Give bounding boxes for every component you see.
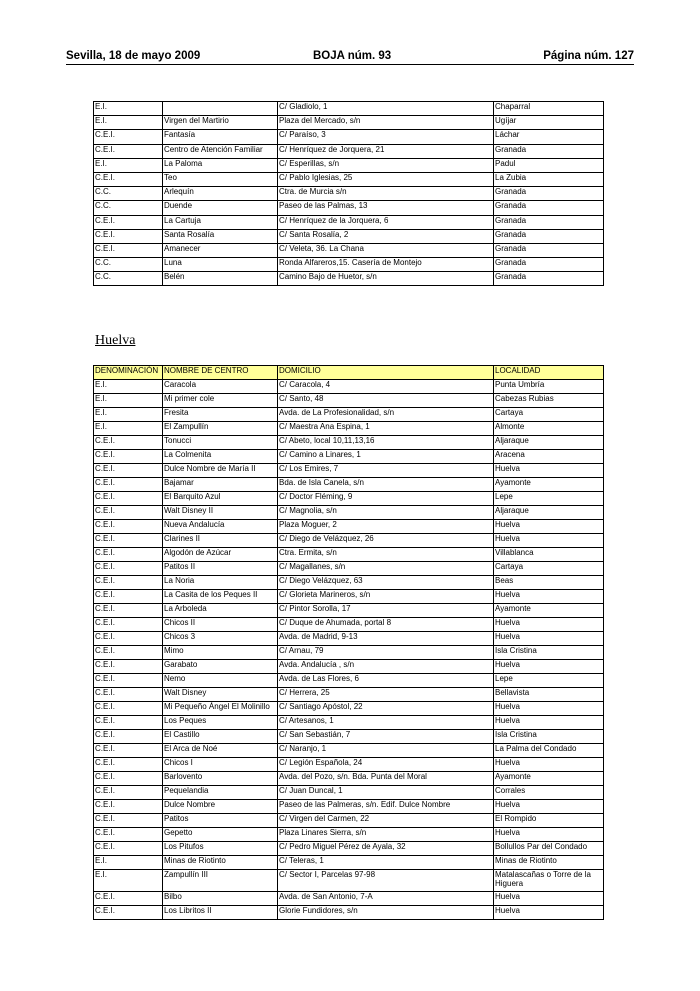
- table-cell: C.E.I.: [94, 674, 163, 688]
- table-cell: Aracena: [494, 450, 604, 464]
- table-cell: Lepe: [494, 674, 604, 688]
- table-row: [94, 187, 604, 201]
- table-cell: Isla Cristina: [494, 646, 604, 660]
- table-cell: C/ Henríquez de la Jorquera, 6: [278, 215, 494, 229]
- table-cell: C/ Esperillas, s/n: [278, 158, 494, 172]
- table-cell: C.E.I.: [94, 172, 163, 186]
- table-cell: Huelva: [494, 618, 604, 632]
- table-cell: Ayamonte: [494, 604, 604, 618]
- table-cell: Lepe: [494, 492, 604, 506]
- header-cell: LOCALIDAD: [494, 366, 604, 380]
- table-cell: Aljaraque: [494, 506, 604, 520]
- table-cell: La Noria: [163, 576, 278, 590]
- table-cell: Villablanca: [494, 548, 604, 562]
- table-cell: C/ Veleta, 36. La Chana: [278, 243, 494, 257]
- table-cell: E.I.: [94, 116, 163, 130]
- header-bulletin: BOJA núm. 93: [313, 50, 392, 62]
- table-row: [94, 702, 604, 716]
- table-cell: C.E.I.: [94, 436, 163, 450]
- table-cell: La Arboleda: [163, 604, 278, 618]
- table-cell: C.E.I.: [94, 758, 163, 772]
- table-cell: Bollullos Par del Condado: [494, 842, 604, 856]
- table-row: [94, 172, 604, 186]
- table-cell: Láchar: [494, 130, 604, 144]
- table-cell: Avda. de San Antonio, 7-A: [278, 892, 494, 906]
- table-cell: Huelva: [494, 800, 604, 814]
- table-row: [94, 730, 604, 744]
- table-top: [93, 101, 604, 286]
- table-cell: Bajamar: [163, 478, 278, 492]
- table-cell: Patitos: [163, 814, 278, 828]
- table-cell: E.I.: [94, 102, 163, 116]
- table-huelva-body: [94, 380, 604, 920]
- table-cell: Santa Rosalía: [163, 229, 278, 243]
- table-cell: C/ Los Emires, 7: [278, 464, 494, 478]
- table-cell: C/ Glorieta Marineros, s/n: [278, 590, 494, 604]
- table-cell: Teo: [163, 172, 278, 186]
- table-cell: Huelva: [494, 632, 604, 646]
- table-cell: El Castillo: [163, 730, 278, 744]
- table-cell: C/ Sector I, Parcelas 97-98: [278, 870, 494, 892]
- table-cell: C.E.I.: [94, 702, 163, 716]
- table-cell: Paseo de las Palmeras, s/n. Edif. Dulce Nombre: [278, 800, 494, 814]
- table-cell: Punta Umbría: [494, 380, 604, 394]
- table-cell: El Rompido: [494, 814, 604, 828]
- table-cell: Walt Disney II: [163, 506, 278, 520]
- table-row: [94, 660, 604, 674]
- table-cell: Bellavista: [494, 688, 604, 702]
- table-cell: C/ Paraíso, 3: [278, 130, 494, 144]
- table-cell: E.I.: [94, 158, 163, 172]
- table-cell: E.I.: [94, 422, 163, 436]
- table-cell: C/ Maestra Ana Espina, 1: [278, 422, 494, 436]
- table-cell: Huelva: [494, 534, 604, 548]
- table-row: [94, 272, 604, 286]
- table-cell: Huelva: [494, 660, 604, 674]
- table-cell: Granada: [494, 229, 604, 243]
- table-cell: C.E.I.: [94, 590, 163, 604]
- table-cell: Granada: [494, 201, 604, 215]
- table-cell: Plaza Linares Sierra, s/n: [278, 828, 494, 842]
- table-row: [94, 534, 604, 548]
- table-cell: C.E.I.: [94, 144, 163, 158]
- table-cell: C.E.I.: [94, 215, 163, 229]
- table-cell: Avda. de Madrid, 9-13: [278, 632, 494, 646]
- table-cell: Granada: [494, 272, 604, 286]
- table-cell: C.C.: [94, 258, 163, 272]
- table-cell: Gepetto: [163, 828, 278, 842]
- table-row: [94, 688, 604, 702]
- table-row: [94, 422, 604, 436]
- table-cell: Bilbo: [163, 892, 278, 906]
- table-cell: Minas de Riotinto: [163, 856, 278, 870]
- table-cell: C.E.I.: [94, 130, 163, 144]
- table-cell: C.E.I.: [94, 534, 163, 548]
- table-cell: C.E.I.: [94, 772, 163, 786]
- table-cell: Plaza del Mercado, s/n: [278, 116, 494, 130]
- table-cell: Huelva: [494, 828, 604, 842]
- table-cell: C.E.I.: [94, 450, 163, 464]
- table-cell: C/ Diego Velázquez, 63: [278, 576, 494, 590]
- table-cell: Minas de Riotinto: [494, 856, 604, 870]
- table-cell: C.E.I.: [94, 660, 163, 674]
- table-cell: Caracola: [163, 380, 278, 394]
- table-cell: Cabezas Rubias: [494, 394, 604, 408]
- table-cell: C.E.I.: [94, 688, 163, 702]
- table-cell: Avda. Andalucía , s/n: [278, 660, 494, 674]
- table-cell: Chicos 3: [163, 632, 278, 646]
- table-cell: E.I.: [94, 856, 163, 870]
- table-cell: Clarines II: [163, 534, 278, 548]
- table-row: [94, 618, 604, 632]
- table-cell: Huelva: [494, 906, 604, 920]
- table-row: [94, 772, 604, 786]
- table-row: [94, 243, 604, 257]
- table-cell: Avda. de Las Flores, 6: [278, 674, 494, 688]
- table-row: [94, 632, 604, 646]
- table-cell: C/ Santa Rosalía, 2: [278, 229, 494, 243]
- table-row: [94, 828, 604, 842]
- table-cell: Nueva Andalucía: [163, 520, 278, 534]
- table-cell: C/ Magnolia, s/n: [278, 506, 494, 520]
- table-row: [94, 258, 604, 272]
- table-cell: E.I.: [94, 870, 163, 892]
- table-cell: C.E.I.: [94, 520, 163, 534]
- table-cell: Padul: [494, 158, 604, 172]
- table-cell: El Arca de Noé: [163, 744, 278, 758]
- table-row: [94, 870, 604, 892]
- table-cell: Huelva: [494, 716, 604, 730]
- table-cell: Mi primer cole: [163, 394, 278, 408]
- table-row: [94, 906, 604, 920]
- table-cell: Plaza Moguer, 2: [278, 520, 494, 534]
- table-cell: Algodón de Azúcar: [163, 548, 278, 562]
- table-cell: C/ Teleras, 1: [278, 856, 494, 870]
- table-cell: La Cartuja: [163, 215, 278, 229]
- table-row: [94, 842, 604, 856]
- table-cell: C/ Virgen del Carmen, 22: [278, 814, 494, 828]
- section-title: Huelva: [95, 333, 136, 348]
- table-cell: Huelva: [494, 590, 604, 604]
- table-cell: Glorie Fundidores, s/n: [278, 906, 494, 920]
- table-row: [94, 215, 604, 229]
- table-cell: C/ Naranjo, 1: [278, 744, 494, 758]
- table-cell: Ctra. Ermita, s/n: [278, 548, 494, 562]
- table-cell: C/ Henríquez de Jorquera, 21: [278, 144, 494, 158]
- table-cell: Huelva: [494, 464, 604, 478]
- table-cell: C/ Caracola, 4: [278, 380, 494, 394]
- table-cell: Cartaya: [494, 408, 604, 422]
- table-cell: Los Peques: [163, 716, 278, 730]
- table-cell: C/ Santo, 48: [278, 394, 494, 408]
- header-cell: DENOMINACIÓN: [94, 366, 163, 380]
- table-cell: Dulce Nombre: [163, 800, 278, 814]
- table-cell: C/ Juan Duncal, 1: [278, 786, 494, 800]
- table-cell: C.E.I.: [94, 786, 163, 800]
- table-row: [94, 892, 604, 906]
- table-top-body: [94, 102, 604, 286]
- table-cell: Chicos I: [163, 758, 278, 772]
- table-cell: Patitos II: [163, 562, 278, 576]
- table-row: [94, 478, 604, 492]
- table-row: [94, 758, 604, 772]
- table-cell: Fantasía: [163, 130, 278, 144]
- table-cell: Ayamonte: [494, 478, 604, 492]
- table-cell: La Palma del Condado: [494, 744, 604, 758]
- table-cell: C.E.I.: [94, 906, 163, 920]
- table-cell: C.E.I.: [94, 892, 163, 906]
- table-cell: C.C.: [94, 272, 163, 286]
- table-cell: Arlequín: [163, 187, 278, 201]
- header-cell: DOMICILIO: [278, 366, 494, 380]
- header-date: Sevilla, 18 de mayo 2009: [66, 50, 201, 62]
- table-cell: Huelva: [494, 702, 604, 716]
- table-cell: C/ Santiago Apóstol, 22: [278, 702, 494, 716]
- table-cell: C/ Abeto, local 10,11,13,16: [278, 436, 494, 450]
- table-cell: E.I.: [94, 380, 163, 394]
- table-cell: C/ Legión Española, 24: [278, 758, 494, 772]
- table-cell: C.E.I.: [94, 506, 163, 520]
- table-row: [94, 116, 604, 130]
- table-cell: C.E.I.: [94, 800, 163, 814]
- table-row: [94, 380, 604, 394]
- table-cell: Camino Bajo de Huetor, s/n: [278, 272, 494, 286]
- table-cell: Bda. de Isla Canela, s/n: [278, 478, 494, 492]
- table-cell: Huelva: [494, 758, 604, 772]
- table-cell: Huelva: [494, 892, 604, 906]
- table-row: [94, 744, 604, 758]
- table-cell: C/ Artesanos, 1: [278, 716, 494, 730]
- table-cell: Barlovento: [163, 772, 278, 786]
- table-cell: C/ Doctor Fléming, 9: [278, 492, 494, 506]
- table-cell: Duende: [163, 201, 278, 215]
- table-row: [94, 786, 604, 800]
- table-cell: Mi Pequeño Ángel El Molinillo: [163, 702, 278, 716]
- table-cell: C.E.I.: [94, 842, 163, 856]
- table-cell: C/ Camino a Linares, 1: [278, 450, 494, 464]
- table-row: [94, 201, 604, 215]
- table-cell: C.E.I.: [94, 828, 163, 842]
- table-huelva: [93, 365, 604, 920]
- table-cell: Dulce Nombre de María II: [163, 464, 278, 478]
- table-cell: Granada: [494, 215, 604, 229]
- table-cell: Paseo de las Palmas, 13: [278, 201, 494, 215]
- table-cell: Zampullín III: [163, 870, 278, 892]
- table-cell: C.E.I.: [94, 548, 163, 562]
- table-row: [94, 520, 604, 534]
- table-cell: C.E.I.: [94, 744, 163, 758]
- table-row: [94, 716, 604, 730]
- table-cell: Los Libritos II: [163, 906, 278, 920]
- table-cell: Avda. del Pozo, s/n. Bda. Punta del Moral: [278, 772, 494, 786]
- table-cell: C/ San Sebastián, 7: [278, 730, 494, 744]
- table-cell: C.E.I.: [94, 229, 163, 243]
- table-cell: Almonte: [494, 422, 604, 436]
- table-cell: Amanecer: [163, 243, 278, 257]
- table-cell: Fresita: [163, 408, 278, 422]
- table-cell: Matalascañas o Torre de la Higuera: [494, 870, 604, 892]
- table-cell: C.E.I.: [94, 716, 163, 730]
- table-cell: La Colmenita: [163, 450, 278, 464]
- table-cell: [163, 102, 278, 116]
- table-row: [94, 158, 604, 172]
- table-cell: C.C.: [94, 187, 163, 201]
- table-cell: Aljaraque: [494, 436, 604, 450]
- table-cell: E.I.: [94, 408, 163, 422]
- table-cell: La Zubia: [494, 172, 604, 186]
- table-cell: C.E.I.: [94, 604, 163, 618]
- table-row: [94, 408, 604, 422]
- table-cell: C/ Pablo Iglesias, 25: [278, 172, 494, 186]
- table-row: [94, 674, 604, 688]
- table-cell: C.E.I.: [94, 618, 163, 632]
- table-cell: El Zampullín: [163, 422, 278, 436]
- table-cell: Belén: [163, 272, 278, 286]
- table-cell: C.E.I.: [94, 814, 163, 828]
- table-cell: La Paloma: [163, 158, 278, 172]
- table-cell: Ctra. de Murcia s/n: [278, 187, 494, 201]
- table-cell: C.E.I.: [94, 576, 163, 590]
- header-page-number: Página núm. 127: [543, 50, 634, 62]
- table-cell: C.E.I.: [94, 492, 163, 506]
- page-header: [66, 50, 634, 64]
- table-row: [94, 814, 604, 828]
- table-cell: C.E.I.: [94, 478, 163, 492]
- table-cell: Huelva: [494, 520, 604, 534]
- table-row: [94, 562, 604, 576]
- header-cell: NOMBRE DE CENTRO: [163, 366, 278, 380]
- table-row: [94, 464, 604, 478]
- table-cell: C/ Magallanes, s/n: [278, 562, 494, 576]
- table-row: [94, 102, 604, 116]
- table-cell: Tonucci: [163, 436, 278, 450]
- table-row: [94, 604, 604, 618]
- table-cell: Pequelandia: [163, 786, 278, 800]
- table-cell: Ugíjar: [494, 116, 604, 130]
- table-row: [94, 394, 604, 408]
- table-row: [94, 436, 604, 450]
- table-row: [94, 144, 604, 158]
- table-cell: E.I.: [94, 394, 163, 408]
- table-cell: Chicos II: [163, 618, 278, 632]
- table-cell: El Barquito Azul: [163, 492, 278, 506]
- table-cell: C/ Herrera, 25: [278, 688, 494, 702]
- table-cell: C.E.I.: [94, 730, 163, 744]
- table-row: [94, 856, 604, 870]
- table-row: [94, 590, 604, 604]
- table-cell: Mimo: [163, 646, 278, 660]
- table-cell: Granada: [494, 258, 604, 272]
- table-cell: C.E.I.: [94, 464, 163, 478]
- table-cell: Nemo: [163, 674, 278, 688]
- table-cell: C/ Diego de Velázquez, 26: [278, 534, 494, 548]
- table-cell: Walt Disney: [163, 688, 278, 702]
- table-cell: C/ Arnau, 79: [278, 646, 494, 660]
- table-cell: Beas: [494, 576, 604, 590]
- table-cell: Avda. de La Profesionalidad, s/n: [278, 408, 494, 422]
- table-cell: Garabato: [163, 660, 278, 674]
- table-row: [94, 646, 604, 660]
- header-rule: [66, 64, 634, 65]
- table-row: [94, 800, 604, 814]
- table-cell: Ronda Alfareros,15. Casería de Montejo: [278, 258, 494, 272]
- table-cell: C/ Gladiolo, 1: [278, 102, 494, 116]
- table-cell: C.E.I.: [94, 646, 163, 660]
- table-cell: C.E.I.: [94, 562, 163, 576]
- table-header-row: [94, 366, 604, 380]
- table-row: [94, 548, 604, 562]
- table-cell: Granada: [494, 243, 604, 257]
- table-row: [94, 229, 604, 243]
- table-cell: C.C.: [94, 201, 163, 215]
- table-cell: Isla Cristina: [494, 730, 604, 744]
- table-cell: Granada: [494, 187, 604, 201]
- table-cell: Centro de Atención Familiar: [163, 144, 278, 158]
- table-cell: C/ Pedro Miguel Pérez de Ayala, 32: [278, 842, 494, 856]
- table-cell: C.E.I.: [94, 632, 163, 646]
- table-row: [94, 576, 604, 590]
- table-cell: C.E.I.: [94, 243, 163, 257]
- table-row: [94, 450, 604, 464]
- table-cell: Virgen del Martirio: [163, 116, 278, 130]
- table-cell: Ayamonte: [494, 772, 604, 786]
- table-cell: Chaparral: [494, 102, 604, 116]
- table-cell: Los Pitufos: [163, 842, 278, 856]
- table-cell: Corrales: [494, 786, 604, 800]
- table-cell: C/ Pintor Sorolla, 17: [278, 604, 494, 618]
- table-cell: Luna: [163, 258, 278, 272]
- table-row: [94, 130, 604, 144]
- table-cell: Granada: [494, 144, 604, 158]
- table-cell: Cartaya: [494, 562, 604, 576]
- table-row: [94, 506, 604, 520]
- table-cell: La Casita de los Peques II: [163, 590, 278, 604]
- table-cell: C/ Duque de Ahumada, portal 8: [278, 618, 494, 632]
- table-row: [94, 492, 604, 506]
